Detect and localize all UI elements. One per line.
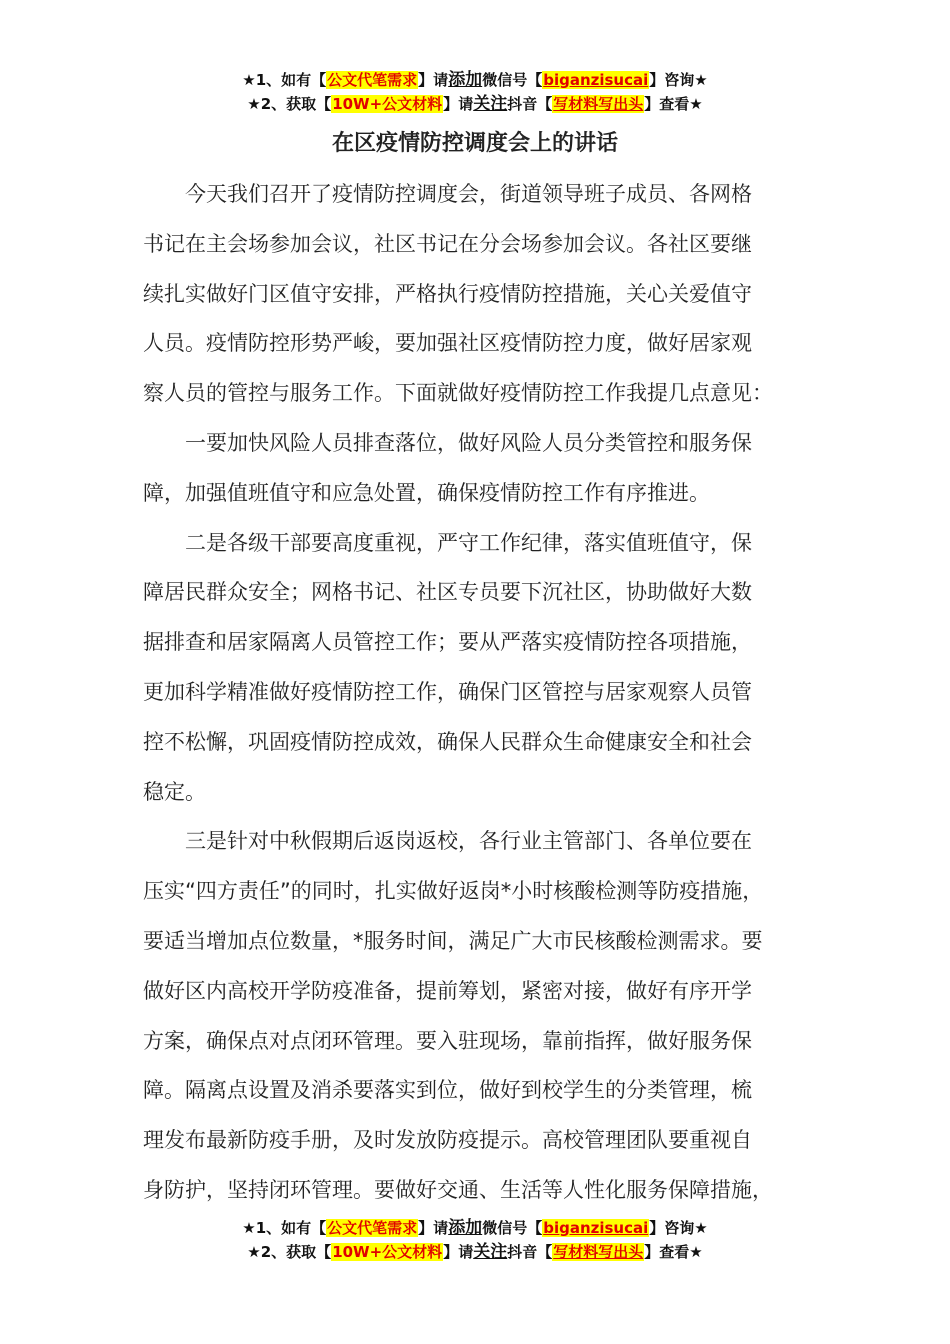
paragraph-line: 据排查和居家隔离人员管控工作；要从严落实疫情防控各项措施， [143, 630, 752, 655]
banner-text: 】请 [418, 71, 449, 89]
banner-text: ★1、如有【 [242, 71, 327, 89]
document-title: 在区疫情防控调度会上的讲话 [331, 131, 618, 156]
banner-highlight: 公文代笔需求 [327, 71, 418, 89]
banner-highlight: 公文代笔需求 [327, 1219, 418, 1237]
paragraph-line: 续扎实做好门区值守安排，严格执行疫情防控措施，关心关爱值守 [143, 281, 752, 306]
paragraph-line: 障，加强值班值守和应急处置，确保疫情防控工作有序推进。 [143, 480, 710, 505]
body-paragraph [143, 519, 833, 818]
banner-line-1 [0, 68, 950, 92]
body-paragraph [143, 817, 833, 1215]
banner-emphasis: 添加 [448, 70, 483, 90]
banner-highlight: 10W+公文材料 [332, 95, 443, 113]
banner-text: 】请 [443, 1243, 474, 1261]
banner-line-2 [0, 1240, 950, 1264]
banner-text: 】查看★ [644, 1243, 703, 1261]
banner-emphasis: 关注 [473, 94, 508, 114]
banner-text: 】请 [418, 1219, 449, 1237]
wechat-id-link[interactable]: biganzisucai [543, 71, 649, 89]
paragraph-line: 更加科学精准做好疫情防控工作，确保门区管控与居家观察人员管 [143, 679, 752, 704]
paragraph-line: 压实“四方责任”的同时，扎实做好返岗*小时核酸检测等防疫措施， [143, 879, 764, 904]
body-paragraph [143, 419, 833, 519]
paragraph-line: 书记在主会场参加会议，社区书记在分会场参加会议。各社区要继 [143, 231, 752, 256]
paragraph-line: 障。隔离点设置及消杀要落实到位，做好到校学生的分类管理，梳 [143, 1078, 752, 1103]
douyin-account-link[interactable]: 写材料写出头 [553, 1243, 644, 1261]
header-banner [0, 68, 950, 116]
banner-text: 】查看★ [644, 95, 703, 113]
douyin-account-link[interactable]: 写材料写出头 [553, 95, 644, 113]
banner-text: ★2、获取【 [247, 95, 332, 113]
banner-text: 抖音【 [507, 1243, 553, 1261]
banner-emphasis: 关注 [473, 1242, 508, 1262]
paragraph-line: 做好区内高校开学防疫准备，提前筹划，紧密对接，做好有序开学 [143, 978, 752, 1003]
paragraph-line: 一要加快风险人员排查落位，做好风险人员分类管控和服务保 [185, 430, 752, 455]
paragraph-line: 身防护，坚持闭环管理。要做好交通、生活等人性化服务保障措施， [143, 1177, 773, 1202]
paragraph-line: 要适当增加点位数量，*服务时间，满足广大市民核酸检测需求。要 [143, 928, 763, 953]
banner-text: 抖音【 [507, 95, 553, 113]
paragraph-line: 障居民群众安全；网格书记、社区专员要下沉社区，协助做好大数 [143, 580, 752, 605]
banner-text: 】请 [443, 95, 474, 113]
banner-highlight: 10W+公文材料 [332, 1243, 443, 1261]
banner-emphasis: 添加 [448, 1218, 483, 1238]
paragraph-line: 稳定。 [143, 779, 206, 804]
paragraph-line: 人员。疫情防控形势严峻，要加强社区疫情防控力度，做好居家观 [143, 331, 752, 356]
paragraph-line: 理发布最新防疫手册，及时发放防疫提示。高校管理团队要重视自 [143, 1128, 752, 1153]
banner-text: 微信号【 [482, 71, 543, 89]
paragraph-line: 方案，确保点对点闭环管理。要入驻现场，靠前指挥，做好服务保 [143, 1028, 752, 1053]
paragraph-line: 三是针对中秋假期后返岗返校，各行业主管部门、各单位要在 [185, 829, 752, 854]
paragraph-line: 今天我们召开了疫情防控调度会，街道领导班子成员、各网格 [185, 182, 752, 206]
banner-text: ★1、如有【 [242, 1219, 327, 1237]
banner-line-1 [0, 1216, 950, 1240]
banner-text: 】咨询★ [649, 1219, 708, 1237]
banner-text: ★2、获取【 [247, 1243, 332, 1261]
paragraph-line: 控不松懈，巩固疫情防控成效，确保人民群众生命健康安全和社会 [143, 729, 752, 754]
paragraph-line: 二是各级干部要高度重视，严守工作纪律，落实值班值守，保 [185, 530, 752, 555]
footer-banner [0, 1216, 950, 1264]
body-paragraph [143, 170, 833, 419]
document-body [143, 170, 833, 1216]
banner-line-2 [0, 92, 950, 116]
banner-text: 微信号【 [482, 1219, 543, 1237]
banner-text: 】咨询★ [649, 71, 708, 89]
wechat-id-link[interactable]: biganzisucai [543, 1219, 649, 1237]
paragraph-line: 察人员的管控与服务工作。下面就做好疫情防控工作我提几点意见： [143, 381, 773, 406]
